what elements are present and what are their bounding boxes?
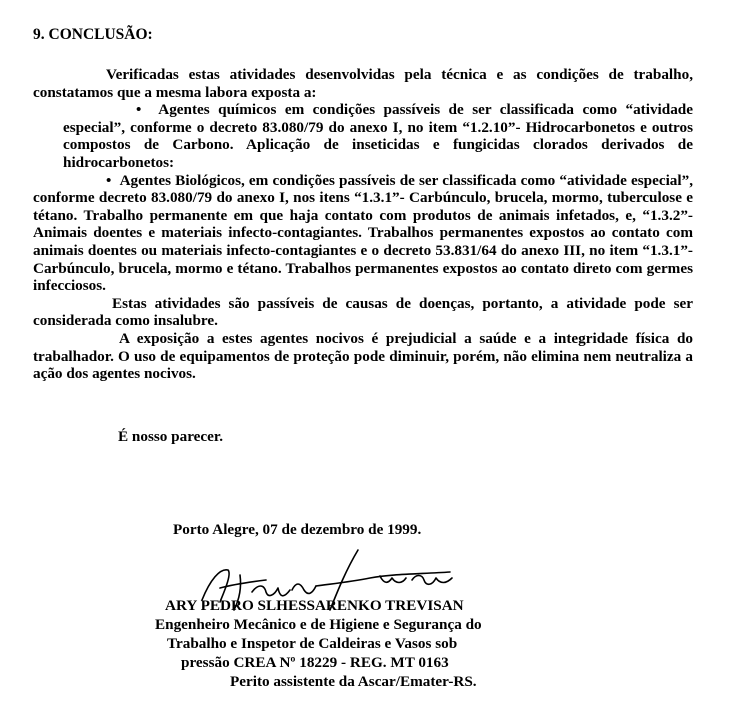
place-and-date: Porto Alegre, 07 de dezembro de 1999.	[173, 521, 422, 538]
bullet-biological-text: Agentes Biológicos, em condições passíveis de ser classificada como “atividade especial”, conforme decreto 83.080/79 do anexo I, nos itens “1.3.1”- Carbúnculo, brucela, mormo, tuberculose e tétano. Trabalho permanente em que haja contato com produtos de animais infetados, e, “1.3.2”- Animais doentes e materiais infecto-contagiantes. Trabalhos permanentes expostos ao contato com animais doentes ou materiais infecto-contagiantes e o decreto 53.831/64 do anexo III, no item “1.3.1”- Carbúnculo, brucela, mormo e tétano. Trabalhos permanentes expostos ao contato direto com germes infecciosos.	[33, 171, 693, 295]
bullet-chemical-agents	[63, 101, 693, 171]
intro-paragraph: Verificadas estas atividades desenvolvidas pela técnica e as condições de trabalho, constatamos que a mesma labora exposta a:	[33, 66, 693, 101]
bullet-chemical-text: Agentes químicos em condições passíveis de ser classificada como “atividade especial”, conforme o decreto 83.080/79 do anexo I, no item “1.2.10”- Hidrocarbonetos e outros compostos de Carbono. Aplicação de inseticidas e fungicidas clorados derivados de hidrocarbonetos:	[63, 101, 693, 171]
bullet-icon: •	[136, 101, 142, 119]
exposure-paragraph: A exposição a estes agentes nocivos é prejudicial a saúde e a integridade física do trabalhador. O uso de equipamentos de proteção pode diminuir, porém, não elimina nem neutraliza a ação dos agentes nocivos.	[33, 329, 693, 383]
signatory-name: ARY PEDRO SLHESSARENKO TREVISAN	[165, 597, 464, 614]
insalubrious-paragraph: Estas atividades são passíveis de causas de doenças, portanto, a atividade pode ser considerada como insalubre.	[33, 294, 693, 330]
bullet-icon: •	[106, 171, 112, 189]
conclusion-body	[33, 66, 693, 383]
signature-block	[155, 596, 515, 691]
signatory-title-line-1: Engenheiro Mecânico e de Higiene e Segurança do	[155, 616, 482, 633]
signatory-registration: pressão CREA Nº 18229 - REG. MT 0163	[181, 654, 449, 671]
opinion-statement: É nosso parecer.	[118, 428, 224, 445]
signatory-role: Perito assistente da Ascar/Emater-RS.	[230, 673, 477, 690]
section-heading: 9. CONCLUSÃO:	[33, 26, 153, 43]
bullet-biological-agents	[33, 172, 693, 295]
signatory-title-line-2: Trabalho e Inspetor de Caldeiras e Vasos sob	[167, 635, 458, 652]
